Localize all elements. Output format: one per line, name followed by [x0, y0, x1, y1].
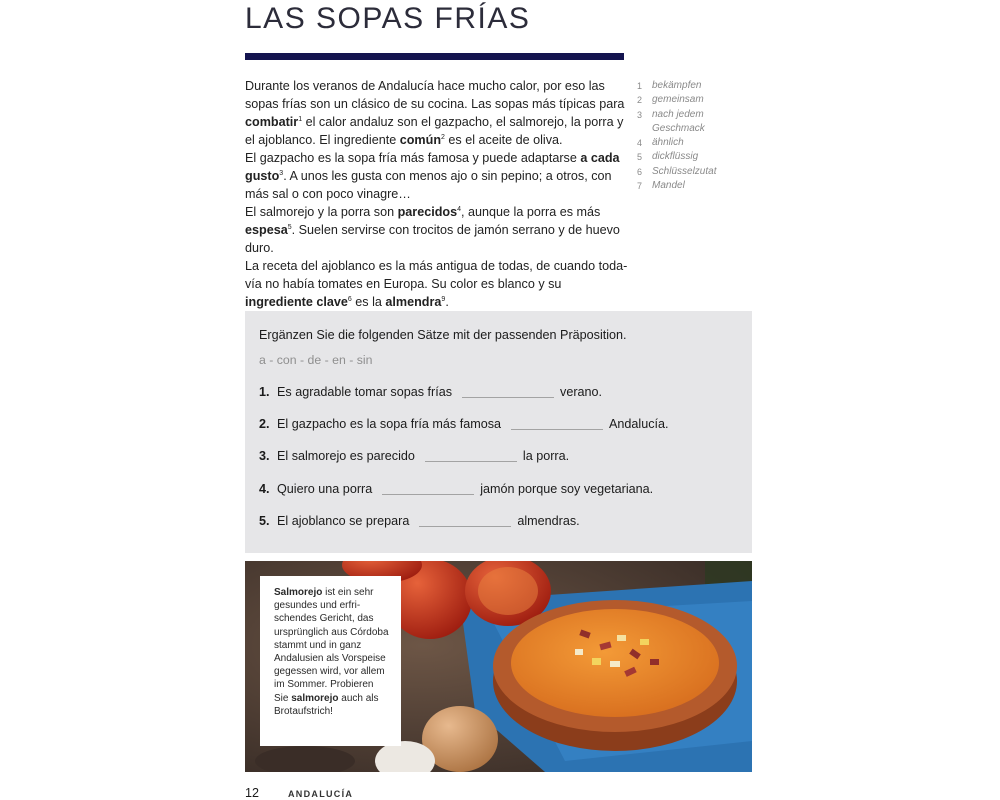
glossary-item: 1 bekämpfen — [637, 80, 702, 91]
exercise-item: 1. Es agradable tomar sopas frías verano. — [259, 385, 603, 399]
answer-blank[interactable] — [511, 417, 603, 430]
exercise-item: 5. El ajoblanco se prepara almendras. — [259, 513, 580, 528]
salmorejo-photo — [245, 561, 752, 772]
answer-blank[interactable] — [425, 449, 517, 462]
answer-blank[interactable] — [382, 482, 474, 495]
exercise-items — [259, 385, 739, 546]
glossary-item: 7 Mandel — [637, 180, 685, 192]
photo-caption: Salmorejo ist ein sehr gesundes und erfrischendes Gericht, das ursprünglich aus Córdoba stammt und in ganz Andalusien als Vorspeise gegessen wird, vor allem im Sommer. Probieren Sie salmorejo auch als Brotaufstrich! — [260, 576, 401, 746]
paragraph-ajoblanco: La receta del ajoblanco es la más antigua de todas, de cuando todavía no había tomates en Europa. Su color es blanco y su ingrediente clave$^6$ es la almendra$^9$. — [245, 259, 628, 309]
glossary-item: 6 Schlüsselzutat — [637, 165, 717, 177]
exercise-item: 4. Quiero una porra jamón porque soy vegetariana. — [259, 481, 654, 496]
paragraph-intro: Durante los veranos de Andalucía hace mucho calor, por eso las sopas frías son un clásico de su cocina. Las sopas más típicas para combatir$^1$ el calor andaluz son el gazpacho, el salmorejo, la porra y el ajoblanco. El ingrediente común$^2$ es el aceite de oliva. — [245, 79, 625, 147]
glossary-list — [637, 79, 747, 193]
exercise-box — [245, 311, 752, 553]
exercise-item: 3. El salmorejo es parecido la porra. — [259, 449, 570, 464]
page-title: LAS SOPAS FRÍAS — [245, 2, 531, 35]
title-underline-bar — [245, 53, 624, 60]
exercise-instruction: Ergänzen Sie die folgenden Sätze mit der passenden Präposition. — [259, 328, 627, 342]
exercise-options: a - con - de - en - sin — [259, 353, 373, 367]
glossary-item: 3 nach jedem Geschmack — [637, 108, 705, 134]
section-label: ANDALUCÍA — [288, 789, 354, 799]
glossary-item: 5 dickflüssig — [637, 151, 699, 163]
answer-blank[interactable] — [462, 385, 554, 398]
paragraph-gazpacho: El gazpacho es la sopa fría más famosa y puede adaptarse a cada gusto$^3$. A unos les gusta con menos ajo o sin pepino; a otros, con más sal o con poco vinagre… — [245, 151, 620, 201]
glossary-item: 4 ähnlich — [637, 137, 684, 149]
paragraph-salmorejo: El salmorejo y la porra son parecidos$^4$, aunque la porra es más espesa$^5$. Suelen servirse con trocitos de jamón serrano y de huevo duro. — [245, 205, 620, 255]
answer-blank[interactable] — [419, 514, 511, 527]
page-number: 12 — [245, 786, 260, 800]
exercise-item: 2. El gazpacho es la sopa fría más famosa Andalucía. — [259, 417, 669, 432]
article-body — [245, 77, 630, 311]
glossary-item: 2 gemeinsam — [637, 94, 704, 106]
